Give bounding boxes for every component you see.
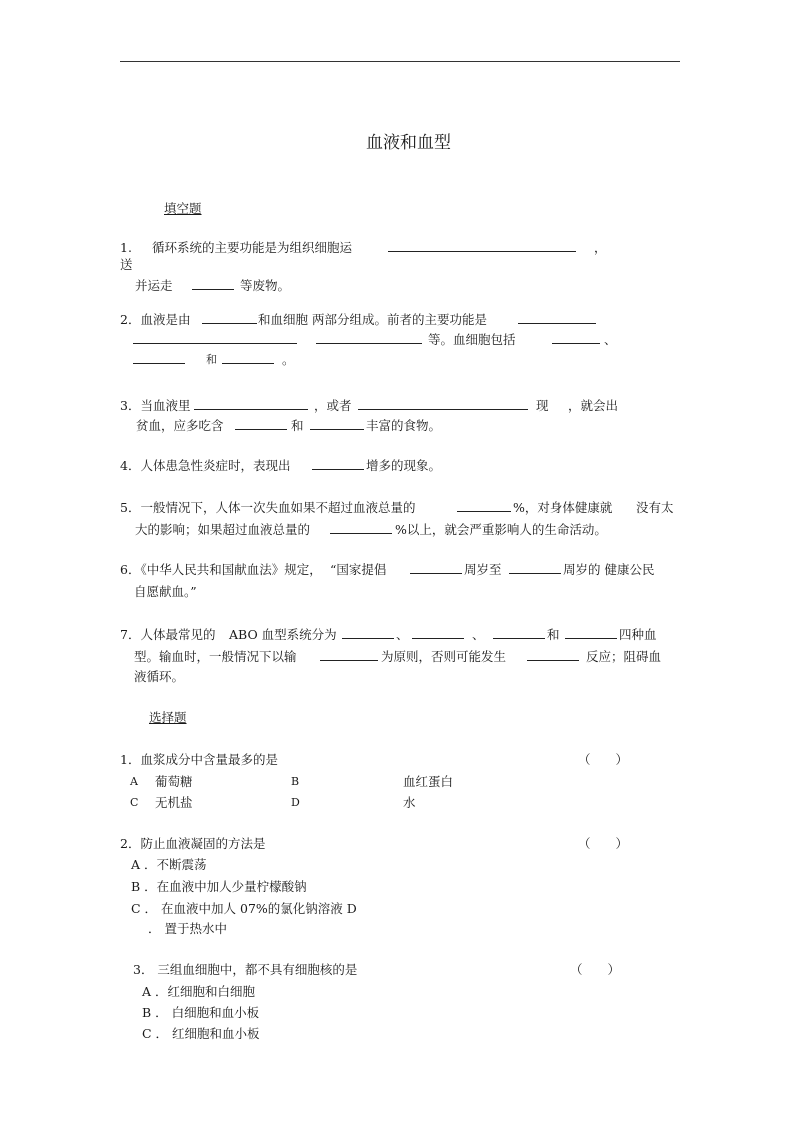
c2-question: 2．防止血液凝固的方法是 <box>120 836 266 851</box>
section-fill-heading: 填空题 <box>164 201 202 216</box>
q1-text-e: 等废物。 <box>240 278 291 293</box>
q2-blank-4 <box>316 332 422 348</box>
q3-text-d: ，就会出 <box>568 398 619 413</box>
q5-blank-1 <box>457 500 511 516</box>
c1-option-a: 葡萄糖 <box>155 774 193 789</box>
q7-blank-5 <box>320 649 378 665</box>
q3-text-b: ，或者 <box>314 398 352 413</box>
c1-option-d-letter: D <box>291 796 300 809</box>
q1-number: 1. <box>120 240 132 255</box>
q1-text-a: 循环系统的主要功能是为组织细胞运 <box>152 240 353 255</box>
q6-blank-2 <box>509 562 561 578</box>
q2-blank-6 <box>133 352 185 368</box>
q1-blank-1 <box>388 240 576 256</box>
q2-text-d: 、 <box>604 332 617 347</box>
c1-option-a-letter: A <box>130 775 138 788</box>
q7-text-i: 反应；阻碍血 <box>586 649 662 664</box>
q2-blank-3 <box>133 332 297 348</box>
q2-blank-5 <box>552 332 600 348</box>
q7-text-a: 7．人体最常见的 <box>120 627 216 642</box>
section-choice-heading: 选择题 <box>149 710 187 725</box>
c2-option-b: B ．在血液中加人少量柠檬酸钠 <box>131 879 307 894</box>
q6-blank-1 <box>410 562 462 578</box>
c3-answer-paren: （ ） <box>570 962 621 977</box>
c1-answer-paren: （ ） <box>578 752 629 767</box>
q5-text-a: 5．一般情况下，人体一次失血如果不超过血液总量的 <box>120 500 416 515</box>
q7-text-g: 型。输血时，一般情况下以输 <box>134 649 297 664</box>
q7-text-c: 、 <box>396 627 409 642</box>
q3-blank-1 <box>194 398 308 414</box>
q2-blank-7 <box>222 352 274 368</box>
page-title: 血液和血型 <box>366 133 451 153</box>
q3-text-e: 贫血，应多吃含 <box>136 418 224 433</box>
q2-text-c: 等。血细胞包括 <box>428 332 516 347</box>
q3-text-f: 和 <box>291 418 304 433</box>
q5-blank-2 <box>330 522 392 538</box>
q2-blank-2 <box>518 312 596 328</box>
q7-blank-2 <box>412 627 464 643</box>
c3-option-a: A ．红细胞和白细胞 <box>142 984 256 999</box>
q3-text-c: 现 <box>536 398 549 413</box>
c3-question: 3． 三组血细胞中，都不具有细胞核的是 <box>133 962 358 977</box>
q3-blank-3 <box>235 418 287 434</box>
q7-blank-4 <box>565 627 617 643</box>
q2-text-f: 。 <box>282 352 295 367</box>
q6-text-e: 自愿献血。” <box>134 584 197 599</box>
q7-text-f: 四种血 <box>619 627 657 642</box>
q6-text-d: 周岁的 健康公民 <box>563 562 655 577</box>
q7-text-j: 液循环。 <box>134 669 185 684</box>
q7-text-b: ABO 血型系统分为 <box>229 627 337 642</box>
q5-text-e: %以上，就会严重影响人的生命活动。 <box>395 522 607 537</box>
q7-blank-6 <box>527 649 579 665</box>
q3-blank-2 <box>358 398 528 414</box>
q2-text-b: 和血细胞 两部分组成。前者的主要功能是 <box>258 312 487 327</box>
q2-text-e: 和 <box>206 353 217 366</box>
c2-option-c: C ． 在血液中加人 07%的氯化钠溶液 D <box>131 901 357 916</box>
q7-text-h: 为原则，否则可能发生 <box>381 649 507 664</box>
q7-blank-3 <box>493 627 545 643</box>
q2-blank-1 <box>202 312 257 328</box>
q6-text-b: “国家提倡 <box>330 562 387 577</box>
c3-option-b: B ． 白细胞和血小板 <box>142 1005 260 1020</box>
q5-text-b: %，对身体健康就 <box>513 500 613 515</box>
c2-option-d: ． 置于热水中 <box>148 921 227 936</box>
q4-blank-1 <box>312 458 364 474</box>
q5-text-c: 没有太 <box>636 500 674 515</box>
q7-text-d: 、 <box>472 627 485 642</box>
q2-text-a: 2．血液是由 <box>120 312 191 327</box>
c1-option-b-letter: B <box>291 775 300 788</box>
q6-text-c: 周岁至 <box>464 562 502 577</box>
q4-text-a: 4．人体患急性炎症时，表现出 <box>120 458 291 473</box>
q7-blank-1 <box>342 627 394 643</box>
q3-text-g: 丰富的食物。 <box>366 418 442 433</box>
q7-text-e: 和 <box>547 627 560 642</box>
q1-text-b: ， <box>594 240 607 255</box>
q4-text-b: 增多的现象。 <box>366 458 442 473</box>
q3-text-a: 3．当血液里 <box>120 398 191 413</box>
c2-option-a: A ．不断震荡 <box>131 857 207 872</box>
top-rule <box>120 61 680 62</box>
q3-blank-4 <box>310 418 364 434</box>
q5-text-d: 大的影响；如果超过血液总量的 <box>135 522 311 537</box>
c1-option-c-letter: C <box>130 796 139 809</box>
c1-option-b: 血红蛋白 <box>403 774 454 789</box>
c1-question: 1．血浆成分中含量最多的是 <box>120 752 278 767</box>
q1-text-d: 并运走 <box>135 278 173 293</box>
c1-option-d: 水 <box>403 795 416 810</box>
q1-text-c: 送 <box>120 257 133 272</box>
q6-text-a: 6．《中华人民共和国献血法》规定， <box>120 562 322 577</box>
c1-option-c: 无机盐 <box>155 795 193 810</box>
c2-answer-paren: （ ） <box>578 836 629 851</box>
c3-option-c: C ． 红细胞和血小板 <box>142 1026 260 1041</box>
q1-blank-2 <box>192 278 234 294</box>
